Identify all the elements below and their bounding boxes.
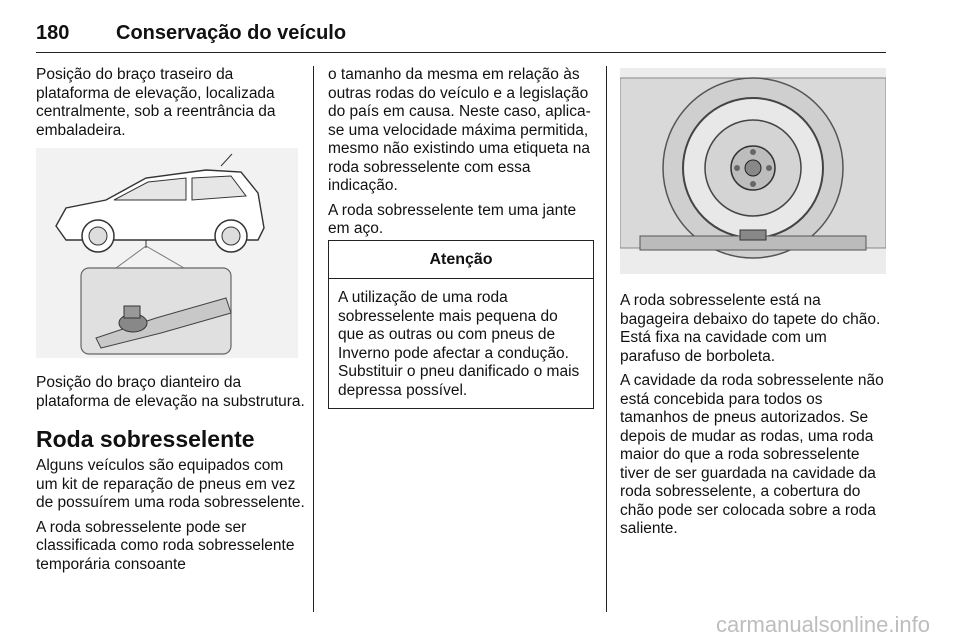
column-3	[620, 292, 888, 545]
paragraph: A roda sobresselente está na bagageira debaixo do tapete do chão. Está fixa na cavidade com um parafuso de borboleta.	[620, 292, 881, 365]
column-2	[328, 66, 596, 245]
paragraph: Posição do braço traseiro da plataforma de elevação, localizada centralmente, sob a reentrância da embaladeira.	[36, 66, 276, 139]
watermark: carmanualsonline.info	[715, 612, 930, 637]
column-divider	[313, 66, 314, 612]
section-title: Roda sobresselente	[36, 426, 255, 452]
paragraph: A roda sobresselente tem uma jante em aço.	[328, 201, 577, 237]
warning-text: A utilização de uma roda sobresselente mais pequena do que as outras ou com pneus de Inverno pode afectar a condução. Substituir o pneu danificado o mais depressa possível.	[338, 289, 580, 399]
paragraph: A cavidade da roda sobresselente não está concebida para todos os tamanhos de pneus autorizados. Se depois de mudar as rodas, uma roda maior do que a roda sobresselente tiver de ser guardada na cavidade da roda sobresselente, a cobertura do chão pode ser colocada sobre a roda saliente.	[620, 372, 884, 537]
column-1-lower	[36, 374, 306, 580]
paragraph: A roda sobresselente pode ser classificada como roda sobresselente temporária consoante	[36, 518, 295, 573]
spare-wheel-illustration	[620, 68, 886, 274]
page-number: 180	[36, 22, 70, 44]
warning-box	[328, 240, 594, 409]
column-divider	[606, 66, 607, 612]
warning-title: Atenção	[329, 241, 593, 279]
paragraph: Alguns veículos são equipados com um kit de reparação de pneus em vez de possuírem uma roda sobresselente.	[36, 457, 305, 511]
page-header	[36, 22, 886, 53]
column-1	[36, 66, 306, 146]
paragraph: Posição do braço dianteiro da plataforma de elevação na substrutura.	[36, 374, 305, 410]
chapter-title: Conservação do veículo	[116, 22, 347, 44]
paragraph: o tamanho da mesma em relação às outras rodas do veículo e a legislação do país em causa. Neste caso, aplica-se uma velocidade máxima permitida, mesmo não existindo uma etiqueta na roda sobresselente com essa indicação.	[328, 66, 591, 194]
car-lift-illustration	[36, 148, 298, 358]
